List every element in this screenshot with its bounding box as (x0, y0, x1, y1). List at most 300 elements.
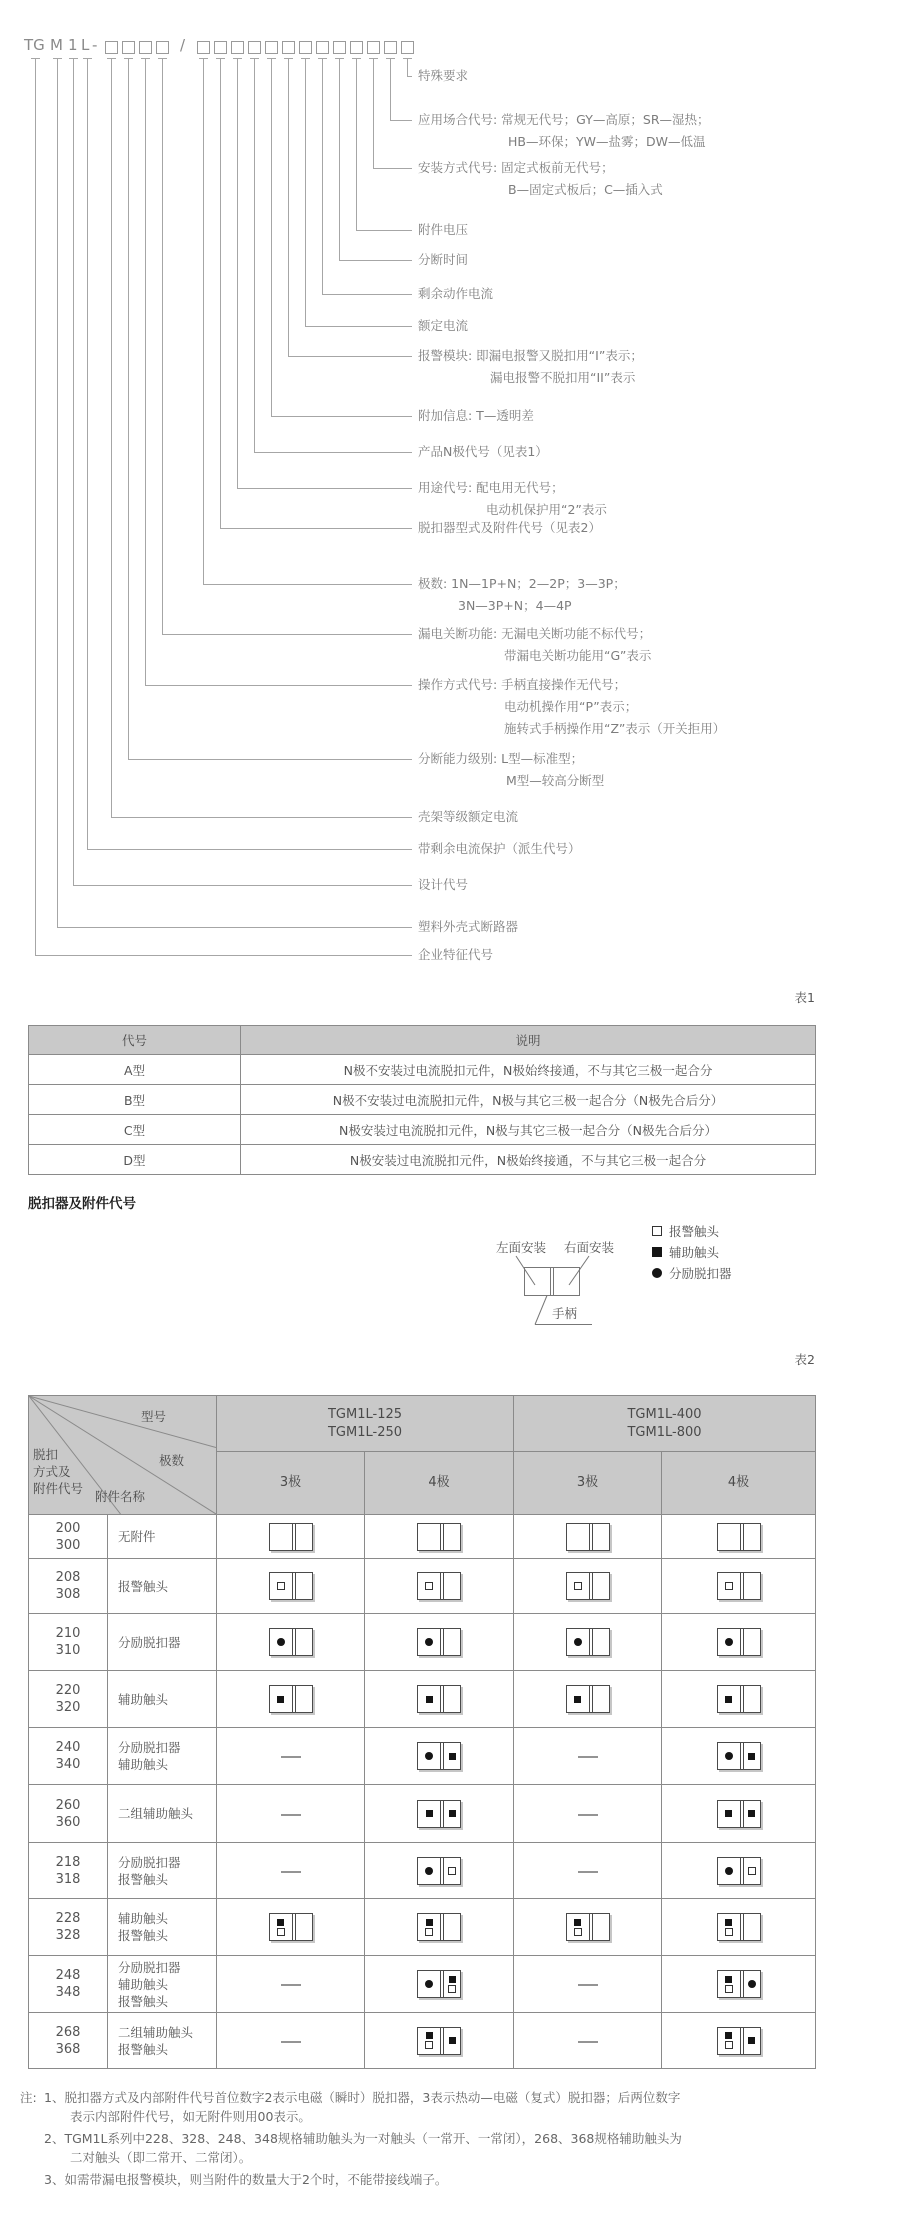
figure-right-compartment (744, 1801, 760, 1827)
callout-line (407, 58, 408, 76)
accessory-name-cell: 无附件 (108, 1515, 217, 1559)
model-code-box (156, 41, 169, 54)
alarm-contact-symbol (425, 1582, 433, 1590)
accessory-figure (269, 1913, 313, 1941)
aux-contact-symbol (725, 1919, 732, 1926)
figure-right-compartment (444, 1801, 460, 1827)
code-field-label: 漏电关断功能: 无漏电关断功能不标代号； (418, 626, 652, 641)
shunt-release-symbol (725, 1638, 733, 1646)
table1-header-desc: 说明 (241, 1026, 816, 1055)
code-field-label: 带漏电关断功能用“G”表示 (504, 648, 652, 663)
note-item (44, 2170, 830, 2189)
callout-line (220, 58, 221, 528)
figure-left-compartment (718, 1914, 740, 1940)
table1 (28, 1025, 816, 1175)
accessory-name-cell: 二组辅助触头 (108, 1785, 217, 1843)
figure-left-compartment (418, 1686, 440, 1712)
alarm-contact-symbol (574, 1928, 582, 1936)
figure-cell (365, 1515, 514, 1559)
callout-line (339, 58, 340, 260)
accessory-name-cell: 分励脱扣器 辅助触头 报警触头 (108, 1956, 217, 2013)
code-field-label: 用途代号: 配电用无代号； (418, 480, 564, 495)
callout-connector (57, 927, 412, 928)
not-available-dash (281, 1984, 301, 1986)
callout-connector (407, 76, 412, 77)
corner-model-label: 型号 (141, 1409, 167, 1424)
not-available-dash (281, 1756, 301, 1758)
figure-cell (217, 1671, 365, 1728)
corner-accessory-label: 附件名称 (95, 1489, 146, 1504)
shunt-release-symbol (425, 1752, 433, 1760)
model-group-400-800 (514, 1396, 816, 1452)
figure-right-compartment (444, 1743, 460, 1769)
code-field-label: 企业特征代号 (418, 947, 494, 962)
notes-prefix: 注: (20, 2090, 37, 2105)
table2-row (29, 1843, 816, 1899)
code-field-label: 极数: 1N—1P+N；2—2P；3—3P； (418, 576, 626, 591)
code-field-label: 应用场合代号: 常规无代号；GY—高原；SR—湿热； (418, 112, 710, 127)
figure-cell (365, 2013, 514, 2069)
table1-code-cell: D型 (29, 1145, 241, 1175)
figure-left-compartment (270, 1629, 292, 1655)
figure-right-compartment (593, 1914, 609, 1940)
alarm-contact-symbol (448, 1867, 456, 1875)
figure-cell (662, 1843, 816, 1899)
accessory-figure (417, 1523, 461, 1551)
aux-contact-symbol (725, 1976, 732, 1983)
callout-connector (373, 168, 412, 169)
table2-label: 表2 (794, 1352, 815, 1367)
model-code-box (122, 41, 135, 54)
alarm-contact-symbol (425, 2041, 433, 2049)
accessory-figure (417, 1857, 461, 1885)
accessory-name-cell: 分励脱扣器 报警触头 (108, 1843, 217, 1899)
accessory-figure (417, 1800, 461, 1828)
accessory-figure (417, 1970, 461, 1998)
accessory-figure (566, 1628, 610, 1656)
figure-cell (514, 1785, 662, 1843)
figure-left-compartment (718, 1573, 740, 1599)
accessory-figure (269, 1685, 313, 1713)
alarm-contact-symbol (748, 1867, 756, 1875)
accessory-figure (417, 1742, 461, 1770)
model-code-char: - (92, 36, 98, 54)
code-field-label: HB—环保；YW—盐雾；DW—低温 (508, 134, 706, 149)
accessory-figure (269, 1523, 313, 1551)
alarm-contact-symbol (277, 1582, 285, 1590)
alarm-contact-symbol (448, 1985, 456, 1993)
model-code-char: M (50, 36, 63, 54)
model-code-box (105, 41, 118, 54)
model-code-char: 1 (68, 36, 78, 54)
shunt-release-symbol (725, 1867, 733, 1875)
code-field-label: M型—较高分断型 (506, 773, 605, 788)
figure-cell (662, 1899, 816, 1956)
legend-item-label: 分励脱扣器 (669, 1266, 732, 1281)
figure-right-compartment (444, 2028, 460, 2054)
callout-line (373, 58, 374, 168)
code-field-label: 分断能力级别: L型—标准型； (418, 751, 584, 766)
code-field-label: 电动机保护用“2”表示 (486, 502, 607, 517)
note-line: 1、脱扣器方式及内部附件代号首位数字2表示电磁（瞬时）脱扣器，3表示热动—电磁（复式）脱扣器；后两位数字 (44, 2090, 681, 2105)
accessory-figure (566, 1913, 610, 1941)
code-field-label: 带剩余电流保护（派生代号） (418, 841, 581, 856)
not-available-dash (578, 1756, 598, 1758)
callout-line (305, 58, 306, 326)
code-field-label: 产品N极代号（见表1） (418, 444, 548, 459)
alarm-contact-symbol (725, 1928, 733, 1936)
figure-cell (217, 1728, 365, 1785)
model-code-char: TG (24, 36, 45, 54)
callout-connector (237, 488, 412, 489)
accessory-figure (269, 1628, 313, 1656)
table1-label: 表1 (794, 990, 815, 1005)
figure-left-compartment (718, 1743, 740, 1769)
figure-right-compartment (444, 1686, 460, 1712)
table2 (28, 1395, 816, 2069)
tripper-section-heading: 脱扣器及附件代号 (28, 1196, 136, 1212)
figure-right-compartment (744, 1858, 760, 1884)
model-code-box (197, 41, 210, 54)
accessory-figure (417, 1685, 461, 1713)
note-number: 3、 (44, 2172, 65, 2187)
note-line: 2、TGM1L系列中228、328、248、348规格辅助触头为一对触头（一常开、一常闭），268、368规格辅助触头为 (44, 2131, 682, 2146)
legend-item (652, 1243, 719, 1261)
accessory-figure (566, 1572, 610, 1600)
model-name: TGM1L-125 (327, 1406, 403, 1422)
alarm-contact-symbol (652, 1226, 662, 1236)
figure-cell (217, 1899, 365, 1956)
figure-left-compartment (418, 1524, 440, 1550)
accessory-figure (717, 2027, 761, 2055)
figure-left-compartment (418, 1971, 440, 1997)
accessory-figure (417, 1913, 461, 1941)
alarm-contact-symbol (725, 2041, 733, 2049)
figure-right-compartment (444, 1858, 460, 1884)
figure-left-compartment (567, 1686, 589, 1712)
figure-cell (365, 1843, 514, 1899)
figure-right-compartment (444, 1971, 460, 1997)
figure-cell (217, 1559, 365, 1614)
figure-cell (365, 1671, 514, 1728)
not-available-dash (281, 1814, 301, 1816)
figure-right-compartment (744, 1686, 760, 1712)
table2-row (29, 1515, 816, 1559)
accessory-name-cell: 分励脱扣器 (108, 1614, 217, 1671)
table2-row (29, 1671, 816, 1728)
callout-connector (356, 230, 412, 231)
callout-line (237, 58, 238, 488)
aux-contact-symbol (574, 1919, 581, 1926)
callout-connector (288, 356, 412, 357)
figure-right-compartment (296, 1524, 312, 1550)
figure-left-compartment (418, 1801, 440, 1827)
callout-line (162, 58, 163, 634)
shunt-release-symbol (425, 1980, 433, 1988)
code-field-label: 电动机操作用“P”表示； (504, 699, 638, 714)
code-field-label: 附加信息: T—透明差 (418, 408, 534, 423)
figure-left-compartment (718, 1524, 740, 1550)
alarm-contact-symbol (725, 1582, 733, 1590)
table2-row (29, 1785, 816, 1843)
figure-left-compartment (567, 1914, 589, 1940)
accessory-figure (717, 1913, 761, 1941)
code-field-label: 额定电流 (418, 318, 469, 333)
callout-connector (305, 326, 412, 327)
callout-line (73, 58, 74, 885)
not-available-dash (578, 2041, 598, 2043)
corner-left-label-1: 脱扣 (33, 1447, 59, 1462)
shunt-release-symbol (574, 1638, 582, 1646)
callout-line (128, 58, 129, 759)
figure-cell (662, 1515, 816, 1559)
callout-connector (162, 634, 412, 635)
code-field-label: 操作方式代号: 手柄直接操作无代号； (418, 677, 627, 692)
figure-cell (365, 1728, 514, 1785)
handle-label: 手柄 (552, 1306, 578, 1321)
table2-row (29, 1614, 816, 1671)
figure-right-compartment (444, 1629, 460, 1655)
legend-item (652, 1222, 719, 1240)
accessory-figure (717, 1523, 761, 1551)
figure-right-compartment (296, 1573, 312, 1599)
figure-right-compartment (744, 1971, 760, 1997)
corner-left-label-3: 附件代号 (33, 1481, 84, 1496)
trip-code-cell: 200 300 (29, 1515, 108, 1559)
callout-connector (203, 584, 412, 585)
model-code-box (282, 41, 295, 54)
figure-left-compartment (270, 1686, 292, 1712)
aux-contact-symbol (449, 1976, 456, 1983)
right-mount-label: 右面安装 (564, 1240, 615, 1255)
table2-row (29, 1956, 816, 2013)
callout-line (35, 58, 36, 955)
figure-left-compartment (718, 2028, 740, 2054)
model-name: TGM1L-250 (327, 1424, 403, 1440)
notes (20, 2088, 830, 2192)
corner-left-label-2: 方式及 (33, 1464, 71, 1479)
shunt-release-symbol (748, 1980, 756, 1988)
figure-cell (514, 2013, 662, 2069)
callout-connector (271, 416, 412, 417)
model-code-box (139, 41, 152, 54)
code-field-label: 附件电压 (418, 222, 469, 237)
callout-connector (73, 885, 412, 886)
note-number: 1、 (44, 2090, 65, 2105)
not-available-dash (578, 1984, 598, 1986)
figure-cell (662, 1956, 816, 2013)
model-code-box (350, 41, 363, 54)
callout-line (111, 58, 112, 817)
model-code-box (367, 41, 380, 54)
table2-model-header-row (29, 1396, 816, 1452)
accessory-figure (717, 1742, 761, 1770)
table1-desc-cell: N极不安装过电流脱扣元件，N极与其它三极一起合分（N极先合后分） (241, 1085, 816, 1115)
trip-code-cell: 210 310 (29, 1614, 108, 1671)
table1-code-cell: B型 (29, 1085, 241, 1115)
accessory-figure (417, 2027, 461, 2055)
figure-cell (514, 1956, 662, 2013)
alarm-contact-symbol (425, 1928, 433, 1936)
code-field-label: 设计代号 (418, 877, 469, 892)
figure-cell (662, 2013, 816, 2069)
accessory-figure (717, 1572, 761, 1600)
aux-contact-symbol (748, 2037, 755, 2044)
not-available-dash (281, 1871, 301, 1873)
table2-row (29, 2013, 816, 2069)
figure-right-compartment (444, 1573, 460, 1599)
figure-cell (514, 1515, 662, 1559)
accessory-name-cell: 辅助触头 (108, 1671, 217, 1728)
accessory-name-cell: 报警触头 (108, 1559, 217, 1614)
model-code-char: L (81, 36, 90, 54)
figure-left-compartment (418, 1629, 440, 1655)
table1-desc-cell: N极不安装过电流脱扣元件，N极始终接通，不与其它三极一起合分 (241, 1055, 816, 1085)
table2-corner-cell (29, 1396, 217, 1515)
aux-contact-symbol (748, 1753, 755, 1760)
callout-connector (87, 849, 412, 850)
accessory-name-cell: 辅助触头 报警触头 (108, 1899, 217, 1956)
trip-code-cell: 228 328 (29, 1899, 108, 1956)
table2-row (29, 1728, 816, 1785)
model-code-box (231, 41, 244, 54)
table1-code-cell: A型 (29, 1055, 241, 1085)
figure-cell (662, 1728, 816, 1785)
code-field-label: 分断时间 (418, 252, 469, 267)
aux-contact-symbol (426, 1919, 433, 1926)
table1-row (29, 1145, 816, 1175)
callout-connector (254, 452, 412, 453)
code-field-label: 壳架等级额定电流 (418, 809, 519, 824)
figure-right-compartment (593, 1524, 609, 1550)
figure-left-compartment (418, 1573, 440, 1599)
accessory-figure (417, 1628, 461, 1656)
code-field-label: 3N—3P+N；4—4P (458, 598, 572, 613)
trip-code-cell: 268 368 (29, 2013, 108, 2069)
figure-left-compartment (718, 1971, 740, 1997)
figure-right-compartment (296, 1914, 312, 1940)
code-field-label: 特殊要求 (418, 68, 469, 83)
figure-right-compartment (593, 1629, 609, 1655)
accessory-figure (269, 1572, 313, 1600)
trip-code-cell: 248 348 (29, 1956, 108, 2013)
note-item (44, 2088, 830, 2126)
figure-left-compartment (270, 1524, 292, 1550)
figure-right-compartment (296, 1686, 312, 1712)
figure-right-compartment (593, 1573, 609, 1599)
model-code-box (333, 41, 346, 54)
note-item (44, 2129, 830, 2167)
accessory-figure (717, 1800, 761, 1828)
callout-connector (111, 817, 412, 818)
code-field-label: 施转式手柄操作用“Z”表示（开关拒用） (504, 721, 726, 736)
model-group-125-250 (217, 1396, 514, 1452)
figure-right-compartment (744, 2028, 760, 2054)
figure-cell (662, 1671, 816, 1728)
code-field-label: 安装方式代号: 固定式板前无代号； (418, 160, 614, 175)
accessory-figure (717, 1970, 761, 1998)
aux-contact-symbol (725, 1810, 732, 1817)
code-field-label: 脱扣器型式及附件代号（见表2） (418, 520, 601, 535)
trip-code-cell: 260 360 (29, 1785, 108, 1843)
accessory-name-cell: 二组辅助触头 报警触头 (108, 2013, 217, 2069)
shunt-release-symbol (725, 1752, 733, 1760)
figure-cell (662, 1785, 816, 1843)
accessory-figure (717, 1685, 761, 1713)
aux-contact-symbol (426, 1696, 433, 1703)
model-code-box (316, 41, 329, 54)
code-field-label: 漏电报警不脱扣用“II”表示 (490, 370, 636, 385)
legend-item-label: 辅助触头 (669, 1245, 720, 1260)
left-mount-label: 左面安装 (496, 1240, 547, 1255)
poles-header-cell: 3极 (514, 1452, 662, 1515)
poles-header-cell: 4极 (365, 1452, 514, 1515)
figure-left-compartment (418, 1858, 440, 1884)
accessory-name-cell: 分励脱扣器 辅助触头 (108, 1728, 217, 1785)
callout-connector (35, 955, 412, 956)
figure-cell (217, 2013, 365, 2069)
code-field-label: B—固定式板后；C—插入式 (508, 182, 663, 197)
alarm-contact-symbol (277, 1928, 285, 1936)
accessory-figure (717, 1857, 761, 1885)
code-field-label: 塑料外壳式断路器 (418, 919, 519, 934)
model-code-box (401, 41, 414, 54)
accessory-figure (717, 1628, 761, 1656)
legend-item (652, 1264, 732, 1282)
code-field-label: 剩余动作电流 (418, 286, 494, 301)
model-code-box (214, 41, 227, 54)
not-available-dash (281, 2041, 301, 2043)
figure-cell (217, 1515, 365, 1559)
trip-code-cell: 218 318 (29, 1843, 108, 1899)
callout-connector (322, 294, 412, 295)
figure-cell (662, 1614, 816, 1671)
callout-connector (220, 528, 412, 529)
figure-right-compartment (593, 1686, 609, 1712)
callout-line (57, 58, 58, 927)
not-available-dash (578, 1871, 598, 1873)
aux-contact-symbol (449, 1810, 456, 1817)
model-code-box (265, 41, 278, 54)
callout-line (288, 58, 289, 356)
callout-connector (128, 759, 412, 760)
callout-connector (339, 260, 412, 261)
figure-left-compartment (718, 1686, 740, 1712)
model-code-char: / (180, 36, 186, 54)
figure-right-compartment (444, 1524, 460, 1550)
callout-connector (390, 120, 412, 121)
callout-line (203, 58, 204, 584)
model-code-box (248, 41, 261, 54)
figure-right-compartment (744, 1573, 760, 1599)
callout-line (271, 58, 272, 416)
legend-item-label: 报警触头 (669, 1224, 720, 1239)
figure-cell (217, 1785, 365, 1843)
aux-contact-symbol (426, 2032, 433, 2039)
shunt-release-symbol (425, 1867, 433, 1875)
figure-cell (365, 1956, 514, 2013)
figure-left-compartment (567, 1524, 589, 1550)
figure-left-compartment (718, 1629, 740, 1655)
trip-code-cell: 240 340 (29, 1728, 108, 1785)
figure-right-compartment (744, 1629, 760, 1655)
figure-cell (217, 1614, 365, 1671)
figure-cell (365, 1559, 514, 1614)
aux-contact-symbol (652, 1247, 662, 1257)
figure-right-compartment (296, 1629, 312, 1655)
table1-header-row (29, 1026, 816, 1055)
figure-left-compartment (418, 1914, 440, 1940)
